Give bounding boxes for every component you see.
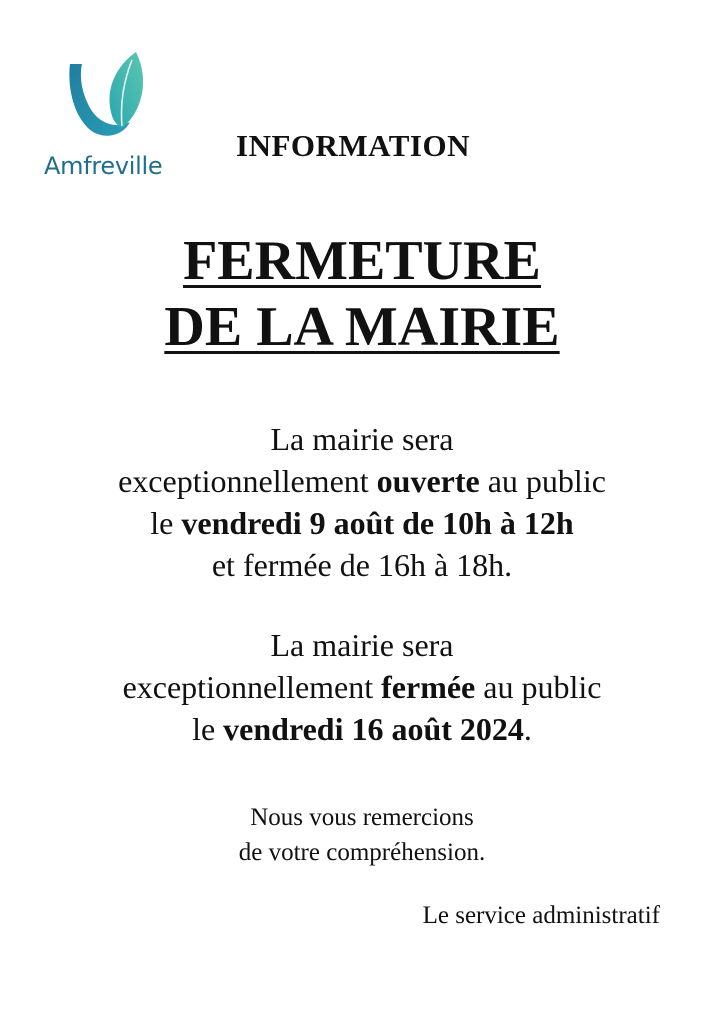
header-label: INFORMATION <box>236 128 470 163</box>
notice-opening-line-3 <box>0 502 724 544</box>
closing-line-1: Nous vous remercions <box>250 804 474 831</box>
text-fragment: . <box>523 711 532 747</box>
closing-message <box>0 800 724 870</box>
amfreville-logo-icon <box>66 50 148 142</box>
notice-closure-line-3 <box>0 708 724 750</box>
notice-closure-line-1: La mairie sera <box>270 627 454 663</box>
signature: Le service administratif <box>422 902 660 929</box>
text-fragment: le <box>192 711 224 747</box>
logo-text: Amfreville <box>44 152 163 180</box>
notice-opening-line-1: La mairie sera <box>270 421 454 457</box>
emphasis-date-time: vendredi 9 août de 10h à 12h <box>181 505 574 541</box>
text-fragment: au public <box>475 669 602 705</box>
emphasis-date: vendredi 16 août 2024 <box>223 711 524 747</box>
notice-opening-line-4: et fermée de 16h à 18h. <box>211 547 513 583</box>
notice-closure-line-2 <box>0 666 724 708</box>
title-line-2: DE LA MAIRIE <box>164 296 560 358</box>
emphasis-fermee: fermée <box>381 669 476 705</box>
page-title <box>0 228 724 360</box>
text-fragment: exceptionnellement <box>118 463 377 499</box>
notice-closure <box>0 624 724 750</box>
text-fragment: au public <box>479 463 606 499</box>
notice-opening-line-2 <box>0 460 724 502</box>
closing-line-2: de votre compréhension. <box>238 839 486 866</box>
text-fragment: le <box>150 505 182 541</box>
text-fragment: exceptionnellement <box>122 669 382 705</box>
emphasis-ouverte: ouverte <box>376 463 480 499</box>
amfreville-logo <box>38 50 178 185</box>
title-line-1: FERMETURE <box>183 230 541 292</box>
notice-opening <box>0 418 724 586</box>
